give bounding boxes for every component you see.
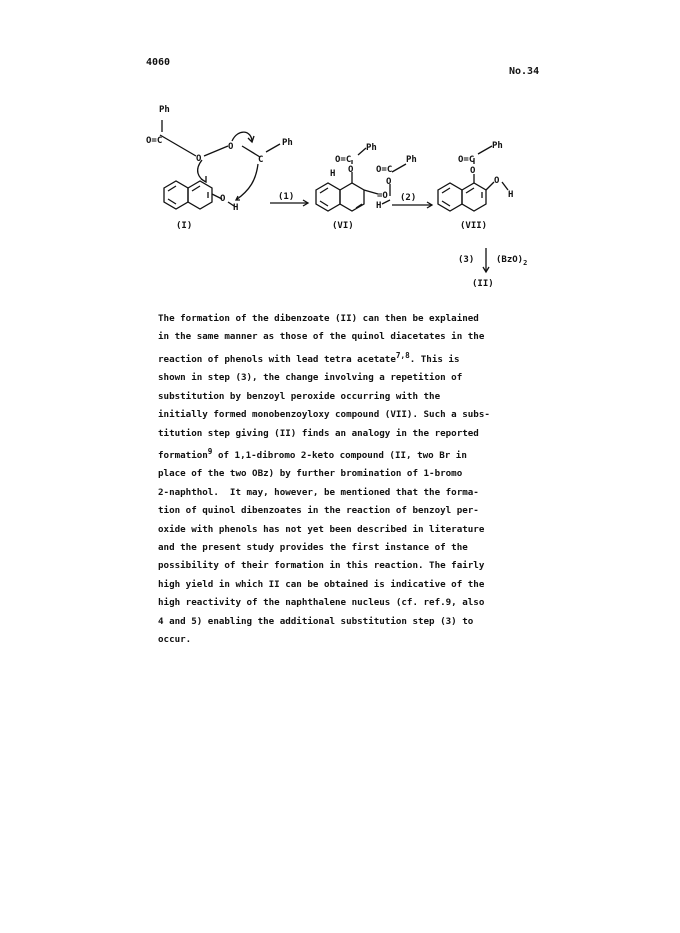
text-line: substitution by benzoyl peroxide occurring with the	[158, 390, 441, 402]
label-o: =O	[377, 191, 388, 201]
step-1-label: (1)	[278, 192, 295, 202]
electron-arrow-right	[236, 164, 258, 200]
label-ph: Ph	[492, 141, 503, 151]
reaction-scheme	[120, 100, 560, 300]
text-line: titution step giving (II) finds an analogy in the reported	[158, 427, 479, 439]
label-oc: O=C	[146, 136, 163, 146]
text-line: shown in step (3), the change involving a repetition of	[158, 372, 463, 384]
label-o: O	[494, 176, 500, 186]
text-line: The formation of the dibenzoate (II) can then be explained	[158, 313, 479, 324]
label-o: O	[386, 177, 392, 187]
step-2-label: (2)	[400, 193, 417, 203]
text-line: in the same manner as those of the quinol diacetates in the	[158, 331, 485, 343]
text-line: place of the two OBz) by further bromination of 1-bromo	[158, 468, 463, 480]
compound-label-II: (II)	[472, 279, 494, 289]
text-line: and the present study provides the first instance of the	[158, 542, 468, 553]
page-number: 4060	[146, 57, 171, 68]
label-o: O	[228, 142, 234, 152]
label-c: C	[258, 155, 264, 165]
reagent-label: $(BzO)_2$	[496, 255, 528, 267]
label-o: O	[196, 154, 202, 164]
text-line: possibility of their formation in this reaction. The fairly	[158, 560, 485, 572]
naphthalene-ring-I	[164, 181, 212, 209]
compound-label-I: (I)	[176, 221, 193, 231]
text-line: formation$^9$ of 1,1-dibromo 2-keto compound (II, two Br in	[158, 446, 467, 461]
compound-label-VI: (VI)	[332, 221, 354, 231]
text-line: 2-naphthol. It may, however, be mentioned that the forma-	[158, 486, 479, 498]
label-oc: O=C	[376, 165, 393, 175]
label-o: O	[220, 194, 226, 204]
text-line: oxide with phenols has not yet been described in literature	[158, 523, 485, 535]
text-line: initially formed monobenzoyloxy compound (VII). Such a subs-	[158, 409, 490, 421]
label-h: H	[330, 169, 336, 179]
text-line: 4 and 5) enabling the additional substitution step (3) to	[158, 615, 474, 627]
reference-superscript: 7,8	[395, 350, 410, 360]
compound-label-VII: (VII)	[460, 221, 488, 231]
step-3-label: (3)	[458, 255, 475, 265]
label-oc: O=C	[458, 155, 475, 165]
journal-issue-number: No.34	[509, 66, 540, 77]
text-line: tion of quinol dibenzoates in the reaction of benzoyl per-	[158, 505, 479, 517]
label-oc: O=C	[335, 155, 352, 165]
text-line: reaction of phenols with lead tetra acetate$^{7,8}$. This is	[158, 350, 460, 365]
body-paragraph	[158, 310, 538, 649]
reference-superscript: 9	[207, 446, 213, 456]
electron-arrow-top	[232, 132, 252, 142]
label-ph: Ph	[159, 105, 170, 115]
label-o: O	[470, 166, 476, 176]
ring-VI	[316, 183, 364, 211]
text-line: occur.	[158, 634, 192, 646]
label-ph: Ph	[366, 143, 377, 153]
text-line: high reactivity of the naphthalene nucleus (cf. ref.9, also	[158, 597, 485, 609]
text-line: high yield in which II can be obtained is indicative of the	[158, 578, 485, 590]
ring-VII	[438, 183, 486, 211]
label-h: H	[508, 190, 514, 200]
label-ph: Ph	[282, 138, 293, 148]
label-h: H	[233, 203, 239, 213]
label-ph: Ph	[406, 155, 417, 165]
label-o: O	[348, 165, 354, 175]
label-h: H	[376, 201, 382, 211]
